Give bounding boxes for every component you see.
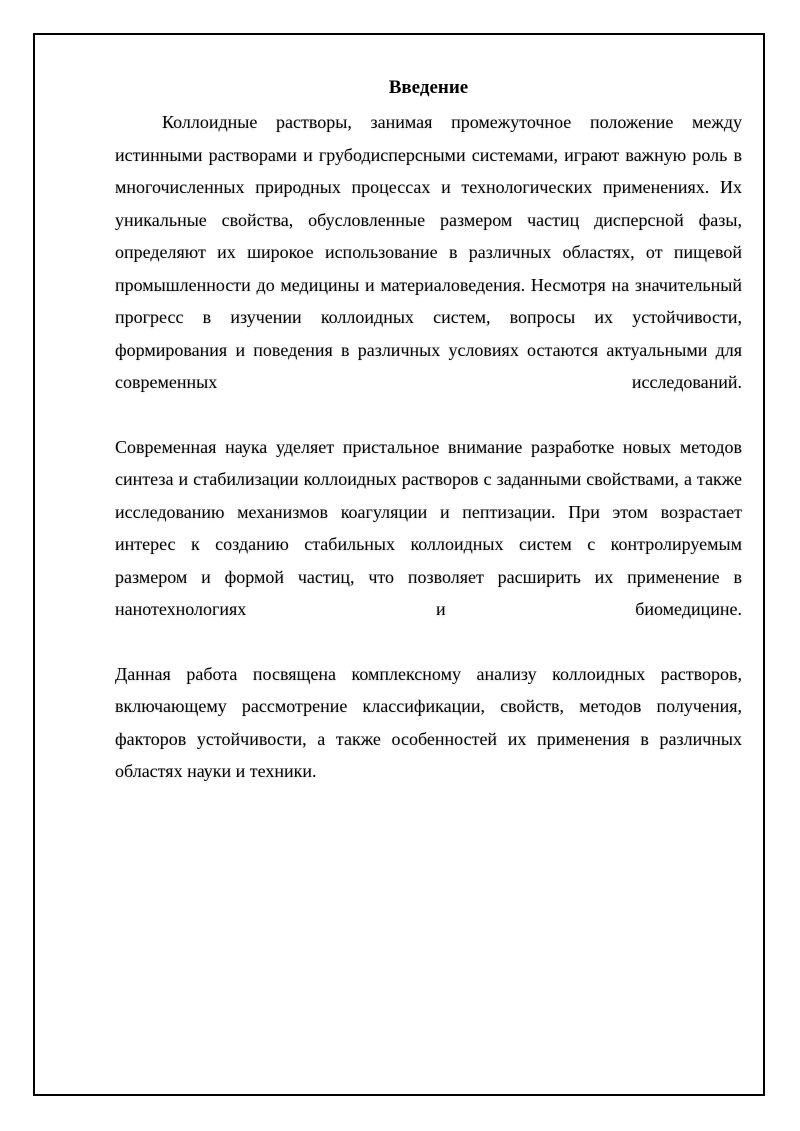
document-body: [115, 72, 742, 788]
paragraph-2: Современная наука уделяет пристальное внимание разработке новых методов синтеза и стабилизации коллоидных растворов с заданными свойствами, а также исследованию механизмов коагуляции и пептизации. При этом возрастает интерес к созданию стабильных коллоидных систем с контролируемым размером и формой частиц, что позволяет расширить их применение в нанотехнологиях и биомедицине.: [115, 436, 742, 619]
paragraph-spacer: [115, 399, 742, 431]
paragraph-spacer: [115, 626, 742, 658]
document-title: Введение: [388, 77, 469, 98]
paragraph-3: Данная работа посвящена комплексному анализу коллоидных растворов, включающему рассмотрение классификации, свойств, методов получения, факторов устойчивости, а также особенностей их применения в различных областях науки и техники.: [115, 663, 742, 781]
paragraph-1: Коллоидные растворы, занимая промежуточное положение между истинными растворами и грубодисперсными системами, играют важную роль в многочисленных природных процессах и технологических применениях. Их уникальные свойства, обусловленные размером частиц дисперсной фазы, определяют их широкое использование в различных областях, от пищевой промышленности до медицины и материаловедения. Несмотря на значительный прогресс в изучении коллоидных систем, вопросы их устойчивости, формирования и поведения в различных условиях остаются актуальными для современных исследований.: [115, 112, 742, 392]
